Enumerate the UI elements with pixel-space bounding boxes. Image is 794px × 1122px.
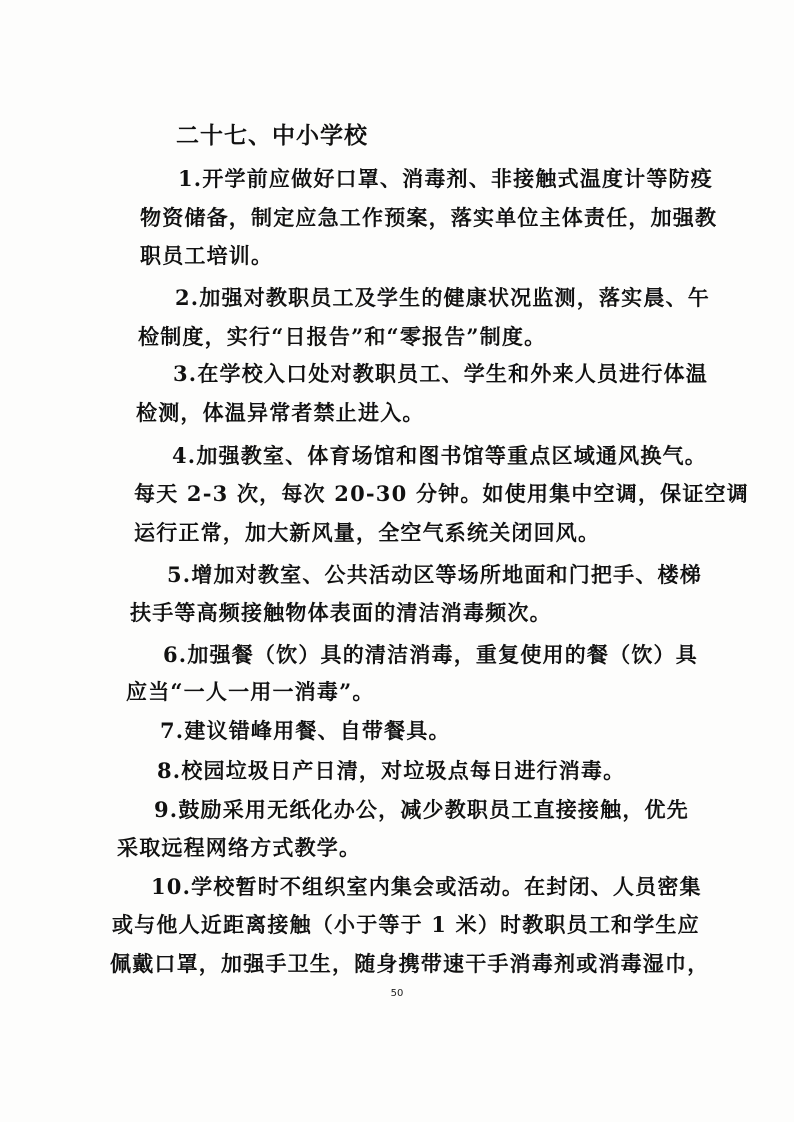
paragraph-4-line-3: 运行正常，加大新风量，全空气系统关闭回风。 xyxy=(134,520,601,545)
paragraph-3-line-2: 检测，体温异常者禁止进入。 xyxy=(136,400,425,425)
paragraph-6-line-1: 6.加强餐（饮）具的清洁消毒，重复使用的餐（饮）具 xyxy=(163,642,698,667)
paragraph-1-line-1: 1.开学前应做好口罩、消毒剂、非接触式温度计等防疫 xyxy=(178,166,713,191)
paragraph-7-line-1: 7.建议错峰用餐、自带餐具。 xyxy=(160,718,451,743)
paragraph-4-line-2: 每天 2-3 次，每次 20-30 分钟。如使用集中空调，保证空调 xyxy=(134,481,749,506)
paragraph-9-line-2: 采取远程网络方式教学。 xyxy=(117,835,362,860)
paragraph-3-line-1: 3.在学校入口处对教职员工、学生和外来人员进行体温 xyxy=(173,361,708,386)
paragraph-1-line-2: 物资储备，制定应急工作预案，落实单位主体责任，加强教 xyxy=(140,205,718,230)
paragraph-10-line-3: 佩戴口罩，加强手卫生，随身携带速干手消毒剂或消毒湿巾， xyxy=(110,951,710,976)
page-number: 50 xyxy=(390,988,404,999)
paragraph-1-line-3: 职员工培训。 xyxy=(140,243,274,268)
paragraph-2-line-1: 2.加强对教职员工及学生的健康状况监测，落实晨、午 xyxy=(175,285,710,310)
paragraph-10-line-1: 10.学校暂时不组织室内集会或活动。在封闭、人员密集 xyxy=(151,874,702,899)
paragraph-10-line-2: 或与他人近距离接触（小于等于 1 米）时教职员工和学生应 xyxy=(112,912,700,937)
paragraph-8-line-1: 8.校园垃圾日产日清，对垃圾点每日进行消毒。 xyxy=(157,758,626,783)
section-heading: 二十七、中小学校 xyxy=(176,122,368,149)
paragraph-5-line-1: 5.增加对教室、公共活动区等场所地面和门把手、楼梯 xyxy=(167,562,702,587)
paragraph-6-line-2: 应当“一人一用一消毒”。 xyxy=(126,679,375,704)
paragraph-2-line-2: 检制度，实行“日报告”和“零报告”制度。 xyxy=(138,324,547,349)
paragraph-5-line-2: 扶手等高频接触物体表面的清洁消毒频次。 xyxy=(130,600,552,625)
paragraph-4-line-1: 4.加强教室、体育场馆和图书馆等重点区域通风换气。 xyxy=(172,443,707,468)
paragraph-9-line-1: 9.鼓励采用无纸化办公，减少教职员工直接接触，优先 xyxy=(154,797,689,822)
